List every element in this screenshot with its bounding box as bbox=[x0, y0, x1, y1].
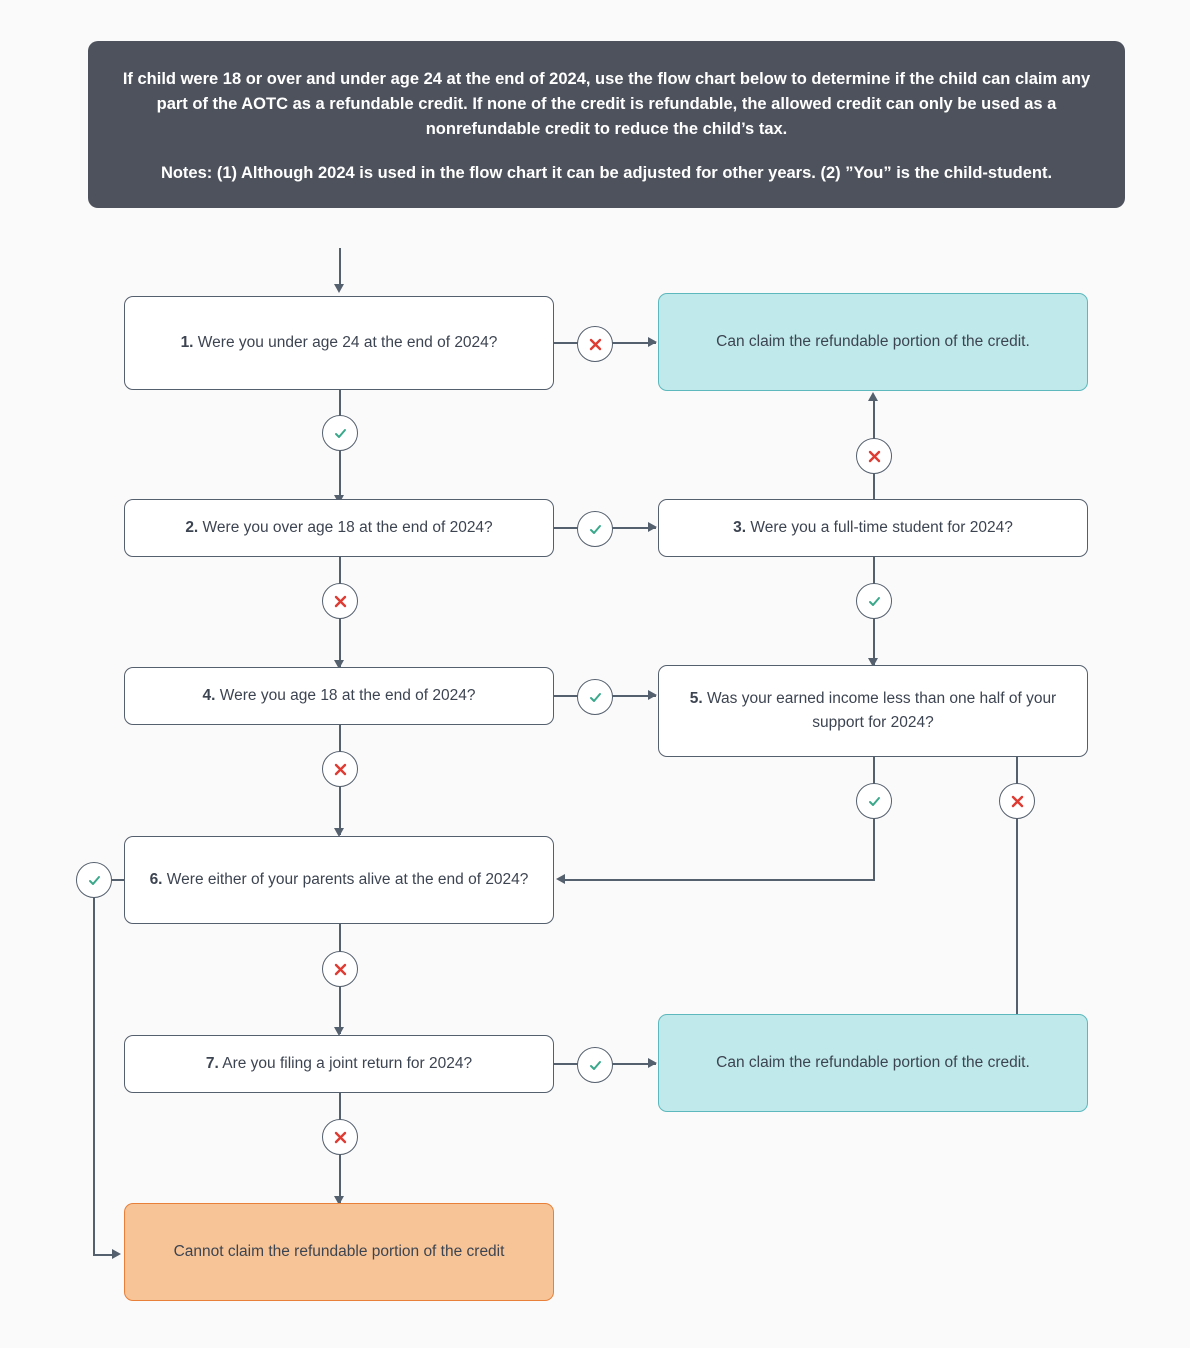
node-q1-text: Were you under age 24 at the end of 2024? bbox=[193, 333, 498, 351]
marker-q5-yes bbox=[856, 783, 892, 819]
intro-note-paragraph-2: Notes: (1) Although 2024 is used in the flow chart it can be adjusted for other years. (2) ”You” is the child-student. bbox=[160, 164, 1053, 183]
node-q7-text: Are you filing a joint return for 2024? bbox=[218, 1054, 473, 1072]
node-result-mid-text: Can claim the refundable portion of the credit. bbox=[716, 1053, 1030, 1071]
arrowhead-q3-to-result-top bbox=[868, 392, 878, 401]
node-result-bottom[interactable] bbox=[124, 1203, 554, 1301]
connector-q6-yes-vertical bbox=[93, 879, 95, 1255]
arrowhead-q2-to-q3 bbox=[648, 522, 657, 532]
connector-q5-yes-horizontal bbox=[565, 879, 875, 881]
node-q1-number: 1. bbox=[180, 333, 194, 351]
node-q5[interactable] bbox=[658, 665, 1088, 757]
arrowhead-q5-to-q6 bbox=[556, 874, 565, 884]
node-q3-number: 3. bbox=[733, 518, 747, 536]
node-q7[interactable] bbox=[124, 1035, 554, 1093]
node-q4-number: 4. bbox=[202, 686, 216, 704]
node-q3[interactable] bbox=[658, 499, 1088, 557]
marker-q3-no bbox=[856, 438, 892, 474]
marker-q2-yes bbox=[577, 511, 613, 547]
marker-q2-no bbox=[322, 583, 358, 619]
node-q6-number: 6. bbox=[149, 870, 163, 888]
marker-q6-no bbox=[322, 951, 358, 987]
node-q6-text: Were either of your parents alive at the end of 2024? bbox=[162, 870, 529, 888]
arrowhead-q7-to-result-mid bbox=[648, 1058, 657, 1068]
intro-note bbox=[88, 41, 1125, 208]
node-q1[interactable] bbox=[124, 296, 554, 390]
node-q6[interactable] bbox=[124, 836, 554, 924]
node-q5-text: Was your earned income less than one half of your support for 2024? bbox=[702, 689, 1057, 731]
node-q2-text: Were you over age 18 at the end of 2024? bbox=[198, 518, 493, 536]
node-q4[interactable] bbox=[124, 667, 554, 725]
arrowhead-q4-to-q5 bbox=[648, 690, 657, 700]
marker-q5-no bbox=[999, 783, 1035, 819]
node-result-top[interactable] bbox=[658, 293, 1088, 391]
node-result-bottom-text: Cannot claim the refundable portion of the credit bbox=[173, 1242, 505, 1260]
node-q3-text: Were you a full-time student for 2024? bbox=[746, 518, 1013, 536]
intro-note-paragraph-1: If child were 18 or over and under age 24 at the end of 2024, use the flow chart below to determine if the child can claim any part of the AOTC as a refundable credit. If none of the credit is refundable, the allowed credit can only be used as a nonrefundable credit to reduce the child’s tax. bbox=[122, 70, 1091, 138]
node-q2-number: 2. bbox=[185, 518, 199, 536]
marker-q1-yes bbox=[322, 415, 358, 451]
marker-q1-no bbox=[577, 326, 613, 362]
node-q7-number: 7. bbox=[205, 1054, 219, 1072]
connector-intro-to-q1 bbox=[339, 248, 341, 286]
arrowhead-q6-to-result-bottom bbox=[112, 1249, 121, 1259]
node-q4-text: Were you age 18 at the end of 2024? bbox=[215, 686, 476, 704]
node-q2[interactable] bbox=[124, 499, 554, 557]
arrowhead-intro-to-q1 bbox=[334, 284, 344, 293]
marker-q4-no bbox=[322, 751, 358, 787]
node-result-top-text: Can claim the refundable portion of the credit. bbox=[716, 332, 1030, 350]
marker-q7-yes bbox=[577, 1047, 613, 1083]
node-q5-number: 5. bbox=[689, 689, 703, 707]
marker-q3-yes bbox=[856, 583, 892, 619]
node-result-mid[interactable] bbox=[658, 1014, 1088, 1112]
marker-q7-no bbox=[322, 1119, 358, 1155]
marker-q4-yes bbox=[577, 679, 613, 715]
marker-q6-yes bbox=[76, 862, 112, 898]
arrowhead-q1-to-result-top bbox=[648, 337, 657, 347]
